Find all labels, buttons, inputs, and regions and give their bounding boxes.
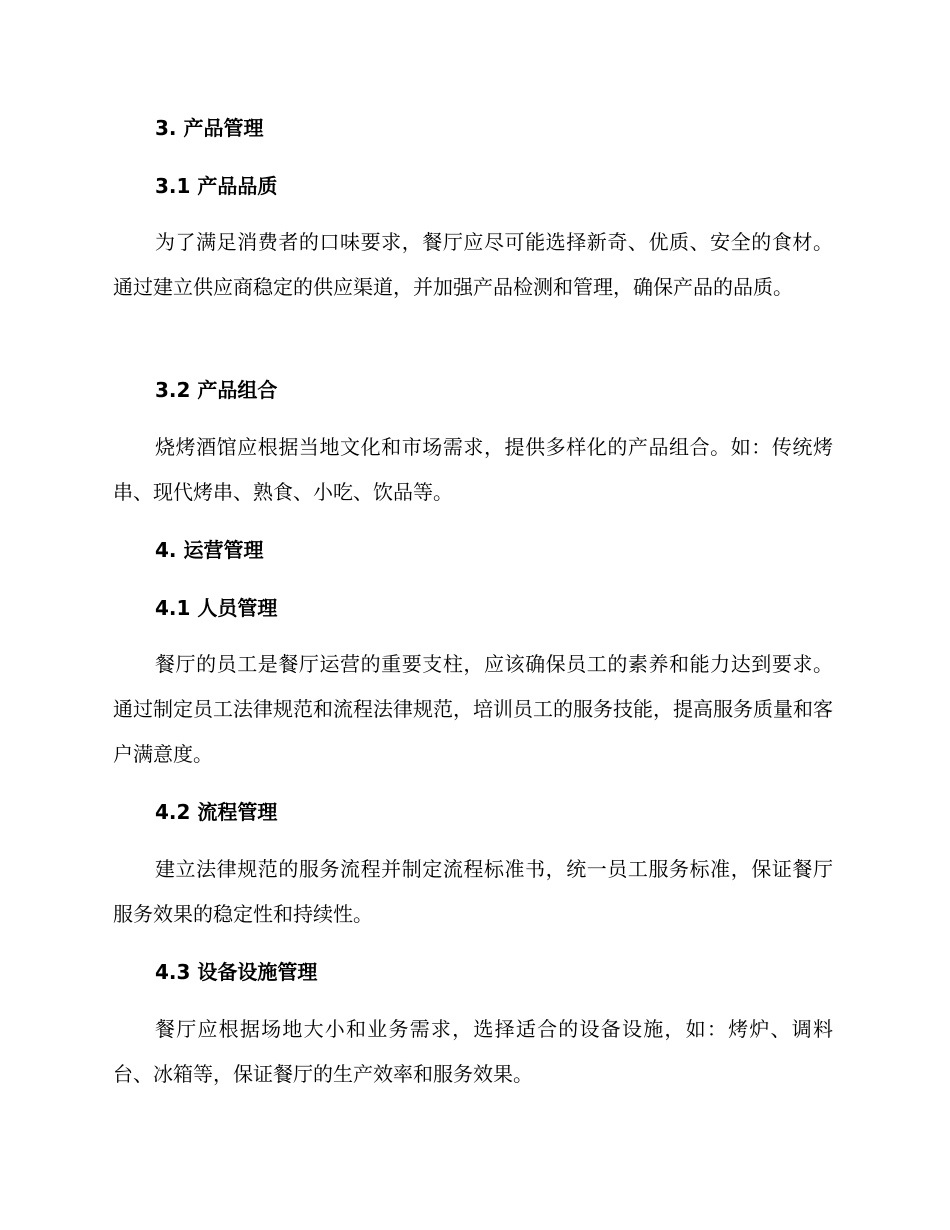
section-heading-3: 3. 产品管理 <box>155 116 264 140</box>
paragraph-4-2: 建立法律规范的服务流程并制定流程标准书，统一员工服务标准，保证餐厅服务效果的稳定性和持续性。 <box>113 857 833 926</box>
section-heading-3-1: 3.1 产品品质 <box>155 174 278 198</box>
section-heading-4-2: 4.2 流程管理 <box>155 800 278 824</box>
paragraph-4-1: 餐厅的员工是餐厅运营的重要支柱，应该确保员工的素养和能力达到要求。通过制定员工法律规范和流程法律规范，培训员工的服务技能，提高服务质量和客户满意度。 <box>113 652 833 766</box>
paragraph-4-3: 餐厅应根据场地大小和业务需求，选择适合的设备设施，如：烤炉、调料台、冰箱等，保证餐厅的生产效率和服务效果。 <box>113 1017 833 1086</box>
section-heading-3-2: 3.2 产品组合 <box>155 378 278 402</box>
section-heading-4: 4. 运营管理 <box>155 538 264 562</box>
paragraph-3-2: 烧烤酒馆应根据当地文化和市场需求，提供多样化的产品组合。如：传统烤串、现代烤串、熟食、小吃、饮品等。 <box>113 435 833 504</box>
paragraph-3-1: 为了满足消费者的口味要求，餐厅应尽可能选择新奇、优质、安全的食材。通过建立供应商稳定的供应渠道，并加强产品检测和管理，确保产品的品质。 <box>113 230 833 299</box>
section-heading-4-3: 4.3 设备设施管理 <box>155 960 318 984</box>
section-heading-4-1: 4.1 人员管理 <box>155 596 278 620</box>
